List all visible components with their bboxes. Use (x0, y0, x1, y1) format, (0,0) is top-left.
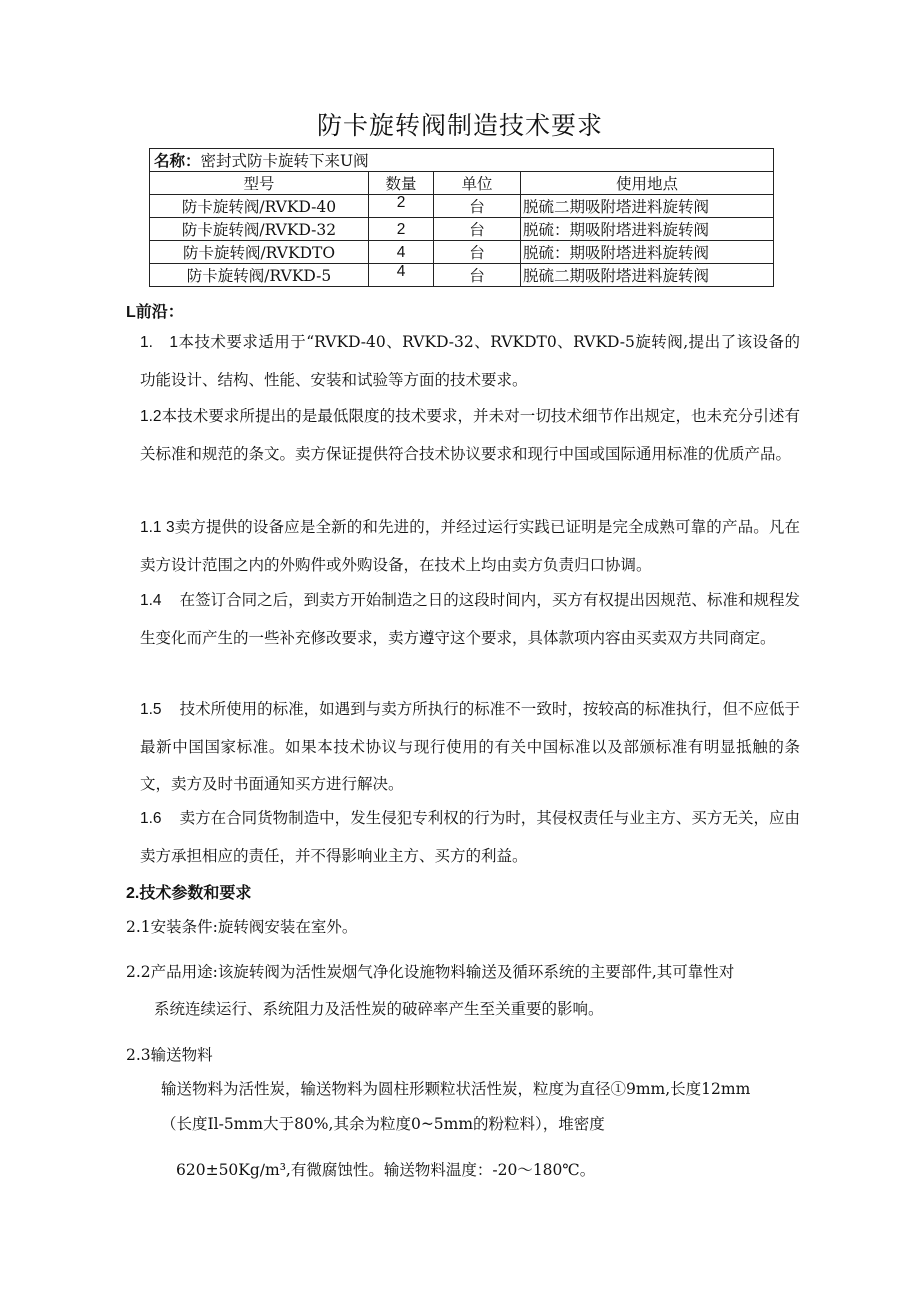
cell-unit: 台 (434, 264, 521, 287)
para-number: 1.2 (140, 408, 162, 425)
name-label: 名称： (154, 153, 201, 170)
cell-quantity (369, 241, 434, 264)
para-text: 技术所使用的标准，如遇到与卖方所执行的标准不一致时，按较高的标准执行，但不应低于最新中国国家标准。如果本技术协议与现行使用的有关中国标准以及部颁标准有明显抵触的条文，卖方及时书面通知买方进行解决。 (140, 700, 800, 793)
table-header-row (150, 172, 774, 195)
para-text: 本技术要求所提出的是最低限度的技术要求，并未对一切技术细节作出规定，也未充分引述有关标准和规范的条文。卖方保证提供符合技术协议要求和现行中国或国际通用标准的优质产品。 (140, 407, 800, 463)
cell-model: 防卡旋转阀/RVKD-5 (150, 264, 369, 287)
para-text: 卖方提供的设备应是全新的和先进的，并经过运行实践已证明是完全成熟可靠的产品。凡在卖方设计范围之内的外购件或外购设备，在技术上均由卖方负责归口协调。 (140, 518, 800, 574)
section-2-3-line1: 输送物料为活性炭，输送物料为圆柱形颗粒状活性炭，粒度为直径①9mm,长度12mm (161, 1080, 751, 1098)
name-cell (150, 149, 774, 172)
paragraph-1-2 (140, 398, 800, 473)
paragraph-1-1 (140, 324, 800, 399)
cell-quantity (369, 195, 434, 218)
section-2-3-line3: 620±50Kg∕m³,有微腐蚀性。输送物料温度：-20～180℃。 (176, 1161, 596, 1179)
table-row (150, 195, 774, 218)
para-text: 在签订合同之后，到卖方开始制造之日的这段时间内，买方有权提出因规范、标准和规程发生变化而产生的一些补充修改要求，卖方遵守这个要求，具体款项内容由买卖双方共同商定。 (140, 591, 800, 647)
header-quantity: 数量 (369, 172, 434, 195)
header-location: 使用地点 (521, 172, 774, 195)
quantity-value: 2 (396, 220, 406, 238)
para-number: 1.6 (140, 810, 162, 827)
para-text: 本技术要求适用于“RVKD-40、RVKD-32、RVKDT0、RVKD-5旋转阀,提出了该设备的功能设计、结构、性能、安装和试验等方面的技术要求。 (140, 333, 800, 389)
cell-model: 防卡旋转阀/RVKDTO (150, 241, 369, 264)
paragraph-1-6 (140, 800, 800, 875)
section2-heading: 2.技术参数和要求 (126, 885, 252, 902)
header-unit: 单位 (434, 172, 521, 195)
spec-table (149, 148, 774, 287)
quantity-value: 2 (396, 194, 406, 211)
cell-model: 防卡旋转阀/RVKD-32 (150, 218, 369, 241)
cell-location: 脱硫：期吸附塔进料旋转阀 (521, 218, 774, 241)
paragraph-1-5 (140, 691, 800, 804)
cell-model: 防卡旋转阀/RVKD-40 (150, 195, 369, 218)
para-number: 1.1 3 (140, 519, 175, 536)
table-row (150, 264, 774, 287)
section-2-2-line2: 系统连续运行、系统阻力及活性炭的破碎率产生至关重要的影响。 (154, 1000, 604, 1018)
quantity-value: 4 (396, 243, 406, 261)
para-number: 1.4 (140, 592, 162, 609)
cell-unit: 台 (434, 241, 521, 264)
quantity-value: 4 (396, 263, 406, 280)
cell-unit: 台 (434, 195, 521, 218)
cell-unit: 台 (434, 218, 521, 241)
page-title: 防卡旋转阀制造技术要求 (316, 111, 603, 140)
header-model: 型号 (150, 172, 369, 195)
name-value: 密封式防卡旋转下来U阀 (200, 152, 369, 170)
para-number: 1. 1 (140, 334, 178, 351)
cell-quantity (369, 218, 434, 241)
cell-location: 脱硫二期吸附塔进料旋转阀 (521, 195, 774, 218)
cell-location: 脱硫：期吸附塔进料旋转阀 (521, 241, 774, 264)
paragraph-1-3 (140, 509, 800, 584)
cell-quantity (369, 264, 434, 287)
section1-heading: L前沿： (126, 304, 184, 321)
section-2-2-line1: 2.2产品用途:该旋转阀为活性炭烟气净化设施物料输送及循环系统的主要部件,其可靠性对 (126, 963, 735, 981)
section-2-3-line2: （长度Il-5mm大于80%,其余为粒度0~5mm的粉粒料），堆密度 (161, 1115, 605, 1133)
para-text: 卖方在合同货物制造中，发生侵犯专利权的行为时，其侵权责任与业主方、买方无关，应由卖方承担相应的责任，并不得影响业主方、买方的利益。 (140, 809, 800, 865)
section-2-3-heading: 2.3输送物料 (126, 1046, 213, 1064)
table-row (150, 241, 774, 264)
name-row (150, 149, 774, 172)
paragraph-1-4 (140, 582, 800, 657)
table-row (150, 218, 774, 241)
para-number: 1.5 (140, 701, 162, 718)
section-2-1: 2.1安装条件:旋转阀安装在室外。 (126, 918, 358, 936)
cell-location: 脱硫二期吸附塔进料旋转阀 (521, 264, 774, 287)
